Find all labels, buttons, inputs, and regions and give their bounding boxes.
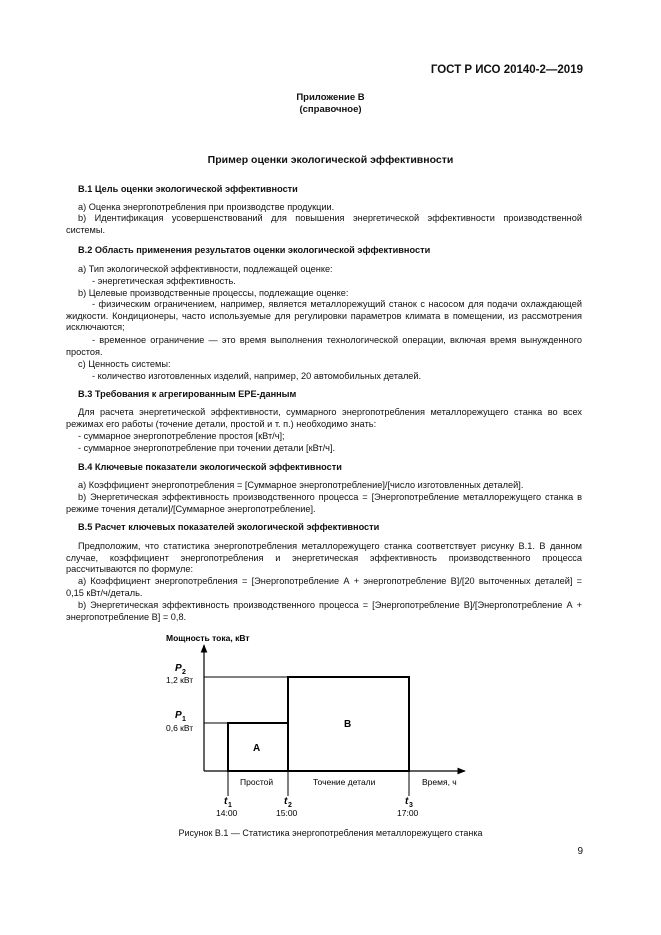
t2-time: 15:00 — [276, 808, 298, 818]
annex-title: Приложение В — [296, 92, 365, 103]
block-b-label: B — [344, 719, 352, 730]
p2-subscript: 2 — [182, 669, 186, 676]
phase-idle-label: Простой — [240, 777, 274, 787]
t1-time: 14:00 — [216, 808, 238, 818]
section-b2-item-a1: - энергетическая эффективность. — [92, 276, 236, 286]
phase-turning-label: Точение детали — [313, 777, 376, 787]
section-b2-item-c1: - количество изготовленных изделий, например, 20 автомобильных деталей. — [92, 371, 422, 381]
section-b5-heading: В.5 Расчет ключевых показателей экологической эффективности — [78, 522, 380, 532]
page-number: 9 — [577, 846, 583, 857]
p2-value: 1,2 кВт — [166, 675, 194, 685]
section-b3-item-1: - суммарное энергопотребление простоя [кВт/ч]; — [78, 431, 285, 441]
section-b2-item-b: b) Целевые производственные процессы, подлежащие оценке: — [78, 288, 349, 298]
section-b2-heading: В.2 Область применения результатов оценки экологической эффективности — [78, 245, 431, 255]
p1-subscript: 1 — [182, 716, 186, 723]
section-b2-item-b2: - временное ограничение — это время выполнения технологической операции, включая время вынужденного простоя. — [66, 335, 582, 357]
section-b4-item-b: b) Энергетическая эффективность производственного процесса = [Энергопотребление металлорежущего станка в режиме точения детали]/[Суммарное энергопотребление]. — [66, 492, 582, 514]
t2-subscript: 2 — [288, 802, 292, 809]
section-b3-item-2: - суммарное энергопотребление при точении детали [кВт/ч]. — [78, 443, 336, 453]
x-axis-label: Время, ч — [422, 777, 457, 787]
t3-label: t — [405, 796, 409, 807]
t1-label: t — [224, 796, 228, 807]
section-b5-item-b: b) Энергетическая эффективность производственного процесса = [Энергопотребление В]/[Энергопотребление А + энергопотребление В] = 0,8. — [66, 600, 582, 622]
section-b2-item-a: а) Тип экологической эффективности, подлежащей оценке: — [78, 264, 333, 274]
section-b3-heading: В.3 Требования к агрегированным ЕРЕ-данным — [78, 389, 297, 399]
section-b3-paragraph: Для расчета энергетической эффективности, суммарного энергопотребления металлорежущего станка во всех режимах его работы (точение детали, простой и т. п.) необходимо знать: — [66, 407, 582, 429]
section-b1-item-a: а) Оценка энергопотребления при производстве продукции. — [78, 202, 335, 212]
section-b2-item-b1: - физическим ограничением, например, является металлорежущий станок с насосом для подачи охлаждающей жидкости. Кондиционеры, часто используемые для регулировки параметров климата в помещении, из рассмотрения исключаются; — [66, 299, 582, 332]
block-a-label: A — [253, 743, 261, 754]
t3-subscript: 3 — [409, 802, 413, 809]
main-title: Пример оценки экологической эффективности — [207, 154, 454, 166]
section-b2-item-c: c) Ценность системы: — [78, 359, 171, 369]
section-b1-heading: В.1 Цель оценки экологической эффективности — [78, 184, 298, 194]
t3-time: 17:00 — [397, 808, 419, 818]
section-b5-paragraph: Предположим, что статистика энергопотребления металлорежущего станка соответствует рисунку В.1. В данном случае, коэффициент энергопотребления и энергетическая эффективность производственного процесса рассчитываются по формуле: — [66, 541, 582, 574]
annex-note: (справочное) — [299, 104, 362, 115]
t2-label: t — [284, 796, 288, 807]
figure-caption: Рисунок В.1 — Статистика энергопотребления металлорежущего станка — [178, 828, 483, 838]
section-b1-item-b: b) Идентификация усовершенствований для повышения энергетической эффективности производственной системы. — [66, 213, 582, 235]
document-code: ГОСТ Р ИСО 20140-2—2019 — [430, 64, 583, 76]
y-axis-label: Мощность тока, кВт — [166, 633, 250, 643]
p2-label: P — [175, 663, 182, 674]
t1-subscript: 1 — [228, 802, 232, 809]
section-b4-item-a: а) Коэффициент энергопотребления = [Суммарное энергопотребление]/[число изготовленных деталей]. — [78, 480, 524, 490]
section-b5-item-a: а) Коэффициент энергопотребления = [Энергопотребление А + энергопотребление В]/[20 выточенных деталей] = 0,15 кВт/ч/деталь. — [66, 576, 582, 598]
p1-value: 0,6 кВт — [166, 723, 194, 733]
section-b4-heading: В.4 Ключевые показатели экологической эффективности — [78, 462, 342, 472]
p1-label: P — [175, 710, 182, 721]
